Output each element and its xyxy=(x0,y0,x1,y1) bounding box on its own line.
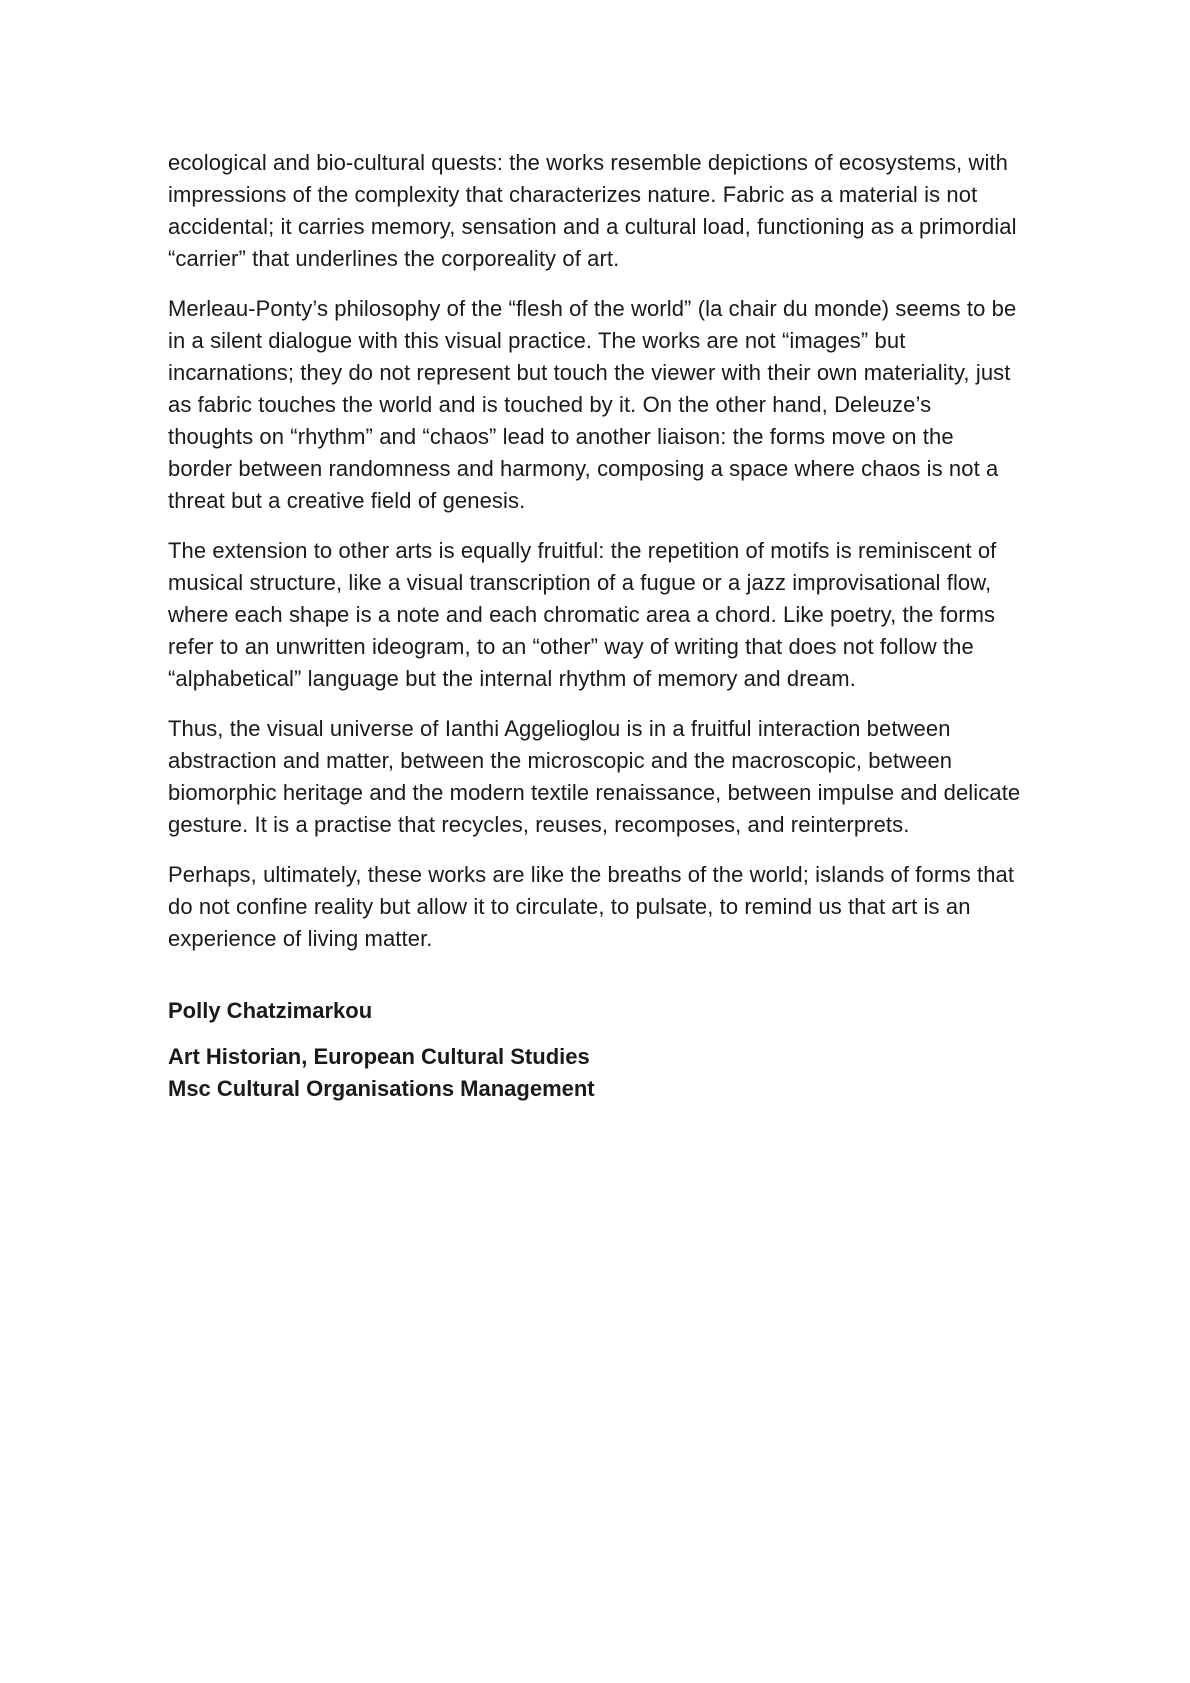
document-body xyxy=(168,147,1022,955)
author-title-line2: Msc Cultural Organisations Management xyxy=(168,1076,595,1101)
body-paragraph: Perhaps, ultimately, these works are like the breaths of the world; islands of forms that do not confine reality but allow it to circulate, to pulsate, to remind us that art is an experience of living matter. xyxy=(168,862,1015,951)
author-name: Polly Chatzimarkou xyxy=(168,998,373,1023)
body-paragraph: The extension to other arts is equally fruitful: the repetition of motifs is reminiscent of musical structure, like a visual transcription of a fugue or a jazz improvisational flow, where each shape is a note and each chromatic area a chord. Like poetry, the forms refer to an unwritten ideogram, to an “other” way of writing that does not follow the “alphabetical” language but the internal rhythm of memory and dream. xyxy=(168,538,997,691)
author-title-line1: Art Historian, European Cultural Studies xyxy=(168,1044,590,1069)
body-paragraph: Thus, the visual universe of Ianthi Aggelioglou is in a fruitful interaction between abstraction and matter, between the microscopic and the macroscopic, between biomorphic heritage and the modern textile renaissance, between impulse and delicate gesture. It is a practise that recycles, reuses, recomposes, and reinterprets. xyxy=(168,716,1021,837)
signature-block xyxy=(168,995,1022,1105)
body-paragraph: ecological and bio-cultural quests: the works resemble depictions of ecosystems, with impressions of the complexity that characterizes nature. Fabric as a material is not accidental; it carries memory, sensation and a cultural load, functioning as a primordial “carrier” that underlines the corporeality of art. xyxy=(168,150,1017,271)
body-paragraph: Merleau-Ponty’s philosophy of the “flesh of the world” (la chair du monde) seems to be in a silent dialogue with this visual practice. The works are not “images” but incarnations; they do not represent but touch the viewer with their own materiality, just as fabric touches the world and is touched by it. On the other hand, Deleuze’s thoughts on “rhythm” and “chaos” lead to another liaison: the forms move on the border between randomness and harmony, composing a space where chaos is not a threat but a creative field of genesis. xyxy=(168,296,1017,513)
